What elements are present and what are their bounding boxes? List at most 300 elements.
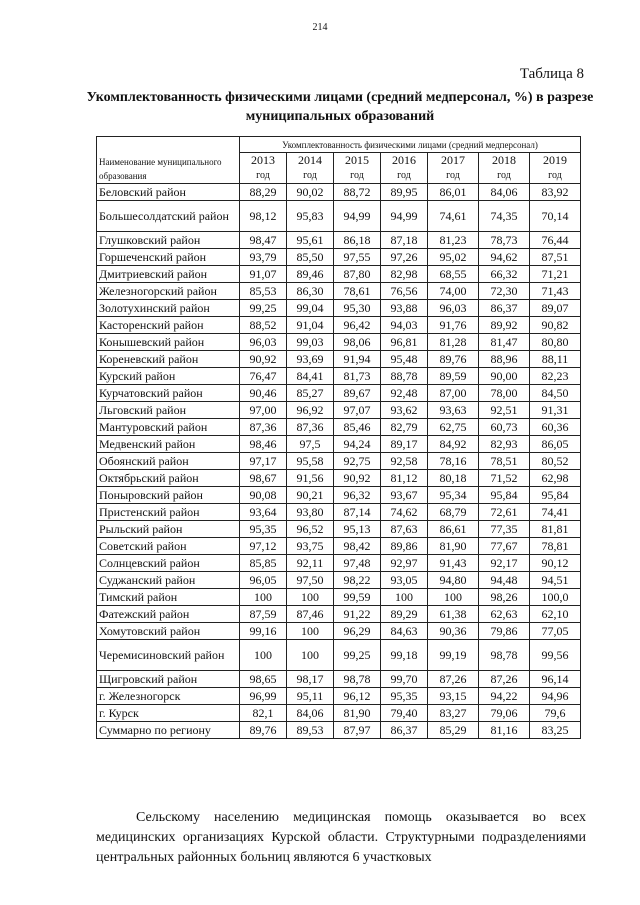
value-cell-2017: 81,23 — [428, 232, 479, 249]
value-cell-2016: 92,58 — [381, 453, 428, 470]
year-label: 2017 — [441, 153, 465, 167]
value-cell-2013: 96,03 — [240, 334, 287, 351]
table-title: Укомплектованность физическими лицами (средний медперсонал, %) в разрезе муниципальных образований — [86, 90, 594, 124]
value-cell-2018: 92,51 — [479, 402, 530, 419]
year-label: 2016 — [392, 153, 416, 167]
value-cell-2019: 94,51 — [530, 572, 581, 589]
page-number: 214 — [312, 22, 328, 33]
value-cell-2014: 100 — [287, 589, 334, 606]
table-row — [97, 453, 581, 470]
value-cell-2019: 91,31 — [530, 402, 581, 419]
value-cell-2013: 97,00 — [240, 402, 287, 419]
value-cell-2018: 84,06 — [479, 184, 530, 201]
value-cell-2015: 96,12 — [334, 688, 381, 705]
value-cell-2018: 78,00 — [479, 385, 530, 402]
municipality-name: Пристенский район — [97, 504, 240, 521]
value-cell-2014: 90,21 — [287, 487, 334, 504]
value-cell-2018: 79,06 — [479, 705, 530, 722]
value-cell-2013: 96,99 — [240, 688, 287, 705]
value-cell-2016: 93,67 — [381, 487, 428, 504]
value-cell-2014: 86,30 — [287, 283, 334, 300]
table-row — [97, 385, 581, 402]
table-row — [97, 688, 581, 705]
municipality-name: Советский район — [97, 538, 240, 555]
header-year-2013 — [240, 153, 287, 184]
value-cell-2017: 83,27 — [428, 705, 479, 722]
staffing-table — [96, 136, 581, 739]
value-cell-2014: 99,03 — [287, 334, 334, 351]
value-cell-2019: 89,07 — [530, 300, 581, 317]
value-cell-2019: 62,98 — [530, 470, 581, 487]
value-cell-2018: 94,48 — [479, 572, 530, 589]
value-cell-2013: 99,25 — [240, 300, 287, 317]
value-cell-2016: 95,48 — [381, 351, 428, 368]
value-cell-2016: 89,29 — [381, 606, 428, 623]
value-cell-2017: 84,92 — [428, 436, 479, 453]
municipality-name: г. Курск — [97, 705, 240, 722]
table-row — [97, 555, 581, 572]
value-cell-2016: 93,62 — [381, 402, 428, 419]
value-cell-2019: 86,05 — [530, 436, 581, 453]
value-cell-2015: 97,07 — [334, 402, 381, 419]
value-cell-2017: 89,76 — [428, 351, 479, 368]
value-cell-2013: 91,07 — [240, 266, 287, 283]
value-cell-2017: 100 — [428, 589, 479, 606]
value-cell-2016: 82,79 — [381, 419, 428, 436]
municipality-name: Льговский район — [97, 402, 240, 419]
value-cell-2013: 97,12 — [240, 538, 287, 555]
value-cell-2017: 95,34 — [428, 487, 479, 504]
value-cell-2014: 87,46 — [287, 606, 334, 623]
value-cell-2018: 78,51 — [479, 453, 530, 470]
value-cell-2019: 80,80 — [530, 334, 581, 351]
year-unit: год — [303, 170, 317, 181]
value-cell-2014: 93,75 — [287, 538, 334, 555]
municipality-name: Щигровский район — [97, 671, 240, 688]
value-cell-2018: 94,22 — [479, 688, 530, 705]
value-cell-2018: 77,67 — [479, 538, 530, 555]
value-cell-2014: 100 — [287, 623, 334, 640]
value-cell-2019: 99,56 — [530, 640, 581, 671]
value-cell-2019: 83,25 — [530, 722, 581, 739]
municipality-name: Курчатовский район — [97, 385, 240, 402]
municipality-name: Горшеченский район — [97, 249, 240, 266]
municipality-name: Курский район — [97, 368, 240, 385]
value-cell-2015: 88,72 — [334, 184, 381, 201]
value-cell-2014: 89,53 — [287, 722, 334, 739]
value-cell-2017: 74,61 — [428, 201, 479, 232]
value-cell-2016: 100 — [381, 589, 428, 606]
value-cell-2015: 89,67 — [334, 385, 381, 402]
value-cell-2016: 87,63 — [381, 521, 428, 538]
table-row — [97, 606, 581, 623]
value-cell-2014: 84,06 — [287, 705, 334, 722]
value-cell-2016: 92,48 — [381, 385, 428, 402]
value-cell-2015: 99,59 — [334, 589, 381, 606]
value-cell-2019: 76,44 — [530, 232, 581, 249]
value-cell-2019: 62,10 — [530, 606, 581, 623]
value-cell-2015: 91,94 — [334, 351, 381, 368]
value-cell-2018: 98,26 — [479, 589, 530, 606]
value-cell-2013: 88,29 — [240, 184, 287, 201]
municipality-name: Поныровский район — [97, 487, 240, 504]
value-cell-2015: 92,75 — [334, 453, 381, 470]
value-cell-2013: 85,53 — [240, 283, 287, 300]
value-cell-2019: 79,6 — [530, 705, 581, 722]
value-cell-2015: 90,92 — [334, 470, 381, 487]
value-cell-2015: 94,24 — [334, 436, 381, 453]
value-cell-2014: 96,52 — [287, 521, 334, 538]
value-cell-2018: 87,26 — [479, 671, 530, 688]
value-cell-2013: 87,59 — [240, 606, 287, 623]
year-label: 2018 — [492, 153, 516, 167]
value-cell-2013: 88,52 — [240, 317, 287, 334]
table-body — [97, 184, 581, 739]
value-cell-2015: 98,78 — [334, 671, 381, 688]
value-cell-2017: 78,16 — [428, 453, 479, 470]
value-cell-2016: 97,26 — [381, 249, 428, 266]
value-cell-2014: 97,50 — [287, 572, 334, 589]
value-cell-2018: 71,52 — [479, 470, 530, 487]
header-year-2016 — [381, 153, 428, 184]
value-cell-2016: 89,17 — [381, 436, 428, 453]
value-cell-2017: 74,00 — [428, 283, 479, 300]
municipality-name: Рыльский район — [97, 521, 240, 538]
table-row — [97, 351, 581, 368]
table-label: Таблица 8 — [519, 66, 584, 82]
value-cell-2013: 96,05 — [240, 572, 287, 589]
value-cell-2019: 94,96 — [530, 688, 581, 705]
year-label: 2014 — [298, 153, 322, 167]
value-cell-2018: 94,62 — [479, 249, 530, 266]
value-cell-2016: 84,63 — [381, 623, 428, 640]
value-cell-2018: 74,35 — [479, 201, 530, 232]
year-unit: год — [350, 170, 364, 181]
value-cell-2013: 97,17 — [240, 453, 287, 470]
value-cell-2016: 99,70 — [381, 671, 428, 688]
value-cell-2013: 98,67 — [240, 470, 287, 487]
value-cell-2017: 61,38 — [428, 606, 479, 623]
header-year-2019 — [530, 153, 581, 184]
value-cell-2017: 93,63 — [428, 402, 479, 419]
municipality-name: Мантуровский район — [97, 419, 240, 436]
value-cell-2019: 90,12 — [530, 555, 581, 572]
value-cell-2014: 87,36 — [287, 419, 334, 436]
value-cell-2019: 95,84 — [530, 487, 581, 504]
value-cell-2017: 94,80 — [428, 572, 479, 589]
value-cell-2018: 62,63 — [479, 606, 530, 623]
value-cell-2017: 80,18 — [428, 470, 479, 487]
value-cell-2013: 100 — [240, 589, 287, 606]
table-row — [97, 521, 581, 538]
municipality-name: Беловский район — [97, 184, 240, 201]
table-row — [97, 201, 581, 232]
value-cell-2014: 93,80 — [287, 504, 334, 521]
value-cell-2016: 88,78 — [381, 368, 428, 385]
value-cell-2017: 89,59 — [428, 368, 479, 385]
header-row-group — [97, 137, 581, 153]
table-row — [97, 671, 581, 688]
value-cell-2019: 90,82 — [530, 317, 581, 334]
value-cell-2014: 97,5 — [287, 436, 334, 453]
value-cell-2014: 91,04 — [287, 317, 334, 334]
value-cell-2018: 78,73 — [479, 232, 530, 249]
value-cell-2015: 85,46 — [334, 419, 381, 436]
header-name-column: Наименование муниципального образования — [97, 137, 240, 184]
value-cell-2018: 81,16 — [479, 722, 530, 739]
value-cell-2014: 93,69 — [287, 351, 334, 368]
value-cell-2017: 86,01 — [428, 184, 479, 201]
municipality-name: г. Железногорск — [97, 688, 240, 705]
table-row — [97, 300, 581, 317]
municipality-name: Октябрьский район — [97, 470, 240, 487]
value-cell-2016: 96,81 — [381, 334, 428, 351]
value-cell-2015: 96,29 — [334, 623, 381, 640]
value-cell-2016: 81,12 — [381, 470, 428, 487]
value-cell-2018: 95,84 — [479, 487, 530, 504]
value-cell-2018: 79,86 — [479, 623, 530, 640]
municipality-name: Черемисиновский район — [97, 640, 240, 671]
value-cell-2013: 82,1 — [240, 705, 287, 722]
table-row — [97, 232, 581, 249]
year-label: 2013 — [251, 153, 275, 167]
value-cell-2013: 98,12 — [240, 201, 287, 232]
value-cell-2016: 79,40 — [381, 705, 428, 722]
value-cell-2015: 98,22 — [334, 572, 381, 589]
year-label: 2019 — [543, 153, 567, 167]
value-cell-2017: 68,79 — [428, 504, 479, 521]
municipality-name: Солнцевский район — [97, 555, 240, 572]
value-cell-2017: 96,03 — [428, 300, 479, 317]
municipality-name: Суммарно по региону — [97, 722, 240, 739]
value-cell-2019: 88,11 — [530, 351, 581, 368]
value-cell-2014: 85,27 — [287, 385, 334, 402]
table-row — [97, 419, 581, 436]
value-cell-2014: 89,46 — [287, 266, 334, 283]
table-row — [97, 402, 581, 419]
municipality-name: Фатежский район — [97, 606, 240, 623]
value-cell-2016: 94,03 — [381, 317, 428, 334]
value-cell-2016: 74,62 — [381, 504, 428, 521]
value-cell-2017: 68,55 — [428, 266, 479, 283]
value-cell-2018: 66,32 — [479, 266, 530, 283]
table-row — [97, 249, 581, 266]
value-cell-2013: 95,35 — [240, 521, 287, 538]
value-cell-2019: 82,23 — [530, 368, 581, 385]
value-cell-2013: 90,08 — [240, 487, 287, 504]
value-cell-2014: 99,04 — [287, 300, 334, 317]
value-cell-2015: 86,18 — [334, 232, 381, 249]
value-cell-2015: 81,90 — [334, 705, 381, 722]
value-cell-2014: 85,50 — [287, 249, 334, 266]
table-row — [97, 623, 581, 640]
value-cell-2013: 98,47 — [240, 232, 287, 249]
value-cell-2019: 74,41 — [530, 504, 581, 521]
header-year-2018 — [479, 153, 530, 184]
value-cell-2015: 98,42 — [334, 538, 381, 555]
year-label: 2015 — [345, 153, 369, 167]
table-row — [97, 722, 581, 739]
value-cell-2013: 87,36 — [240, 419, 287, 436]
value-cell-2019: 84,50 — [530, 385, 581, 402]
value-cell-2018: 60,73 — [479, 419, 530, 436]
table-row — [97, 266, 581, 283]
value-cell-2014: 84,41 — [287, 368, 334, 385]
value-cell-2018: 81,47 — [479, 334, 530, 351]
value-cell-2017: 62,75 — [428, 419, 479, 436]
header-group: Укомплектованность физическими лицами (средний медперсонал) — [240, 137, 581, 153]
value-cell-2015: 97,55 — [334, 249, 381, 266]
value-cell-2014: 91,56 — [287, 470, 334, 487]
value-cell-2018: 72,30 — [479, 283, 530, 300]
value-cell-2016: 92,97 — [381, 555, 428, 572]
value-cell-2015: 95,30 — [334, 300, 381, 317]
municipality-name: Тимский район — [97, 589, 240, 606]
table-row — [97, 184, 581, 201]
value-cell-2015: 96,32 — [334, 487, 381, 504]
value-cell-2014: 98,17 — [287, 671, 334, 688]
value-cell-2017: 95,02 — [428, 249, 479, 266]
value-cell-2017: 81,28 — [428, 334, 479, 351]
table-row — [97, 487, 581, 504]
value-cell-2018: 92,17 — [479, 555, 530, 572]
value-cell-2016: 93,05 — [381, 572, 428, 589]
municipality-name: Дмитриевский район — [97, 266, 240, 283]
value-cell-2019: 60,36 — [530, 419, 581, 436]
value-cell-2018: 77,35 — [479, 521, 530, 538]
value-cell-2017: 93,15 — [428, 688, 479, 705]
value-cell-2017: 90,36 — [428, 623, 479, 640]
value-cell-2019: 71,21 — [530, 266, 581, 283]
header-year-2015 — [334, 153, 381, 184]
value-cell-2014: 100 — [287, 640, 334, 671]
value-cell-2015: 95,13 — [334, 521, 381, 538]
value-cell-2019: 70,14 — [530, 201, 581, 232]
value-cell-2018: 90,00 — [479, 368, 530, 385]
value-cell-2019: 100,0 — [530, 589, 581, 606]
value-cell-2015: 91,22 — [334, 606, 381, 623]
value-cell-2013: 98,46 — [240, 436, 287, 453]
value-cell-2016: 87,18 — [381, 232, 428, 249]
value-cell-2015: 96,42 — [334, 317, 381, 334]
value-cell-2015: 87,80 — [334, 266, 381, 283]
value-cell-2018: 86,37 — [479, 300, 530, 317]
value-cell-2013: 100 — [240, 640, 287, 671]
value-cell-2018: 82,93 — [479, 436, 530, 453]
table-header — [97, 137, 581, 184]
value-cell-2015: 81,73 — [334, 368, 381, 385]
table-row — [97, 470, 581, 487]
value-cell-2014: 96,92 — [287, 402, 334, 419]
value-cell-2017: 81,90 — [428, 538, 479, 555]
value-cell-2019: 83,92 — [530, 184, 581, 201]
value-cell-2016: 82,98 — [381, 266, 428, 283]
value-cell-2015: 99,25 — [334, 640, 381, 671]
value-cell-2018: 72,61 — [479, 504, 530, 521]
table-row — [97, 368, 581, 385]
year-unit: год — [256, 170, 270, 181]
value-cell-2013: 90,92 — [240, 351, 287, 368]
year-unit: год — [446, 170, 460, 181]
value-cell-2019: 78,81 — [530, 538, 581, 555]
value-cell-2019: 80,52 — [530, 453, 581, 470]
value-cell-2016: 89,95 — [381, 184, 428, 201]
value-cell-2016: 99,18 — [381, 640, 428, 671]
value-cell-2018: 98,78 — [479, 640, 530, 671]
table-row — [97, 572, 581, 589]
value-cell-2013: 85,85 — [240, 555, 287, 572]
value-cell-2013: 93,79 — [240, 249, 287, 266]
table-row — [97, 334, 581, 351]
value-cell-2017: 85,29 — [428, 722, 479, 739]
table-row — [97, 283, 581, 300]
value-cell-2017: 87,00 — [428, 385, 479, 402]
value-cell-2019: 71,43 — [530, 283, 581, 300]
body-paragraph: Сельскому населению медицинская помощь оказывается во всех медицинских организациях Курской области. Структурными подразделениями центральных районных больниц являются 6 участковых — [96, 810, 586, 865]
value-cell-2016: 86,37 — [381, 722, 428, 739]
value-cell-2019: 81,81 — [530, 521, 581, 538]
municipality-name: Золотухинский район — [97, 300, 240, 317]
value-cell-2018: 89,92 — [479, 317, 530, 334]
value-cell-2017: 86,61 — [428, 521, 479, 538]
table-row — [97, 640, 581, 671]
value-cell-2013: 99,16 — [240, 623, 287, 640]
value-cell-2014: 95,11 — [287, 688, 334, 705]
municipality-name: Медвенский район — [97, 436, 240, 453]
value-cell-2014: 90,02 — [287, 184, 334, 201]
year-unit: год — [548, 170, 562, 181]
value-cell-2019: 87,51 — [530, 249, 581, 266]
value-cell-2013: 93,64 — [240, 504, 287, 521]
table-row — [97, 538, 581, 555]
municipality-name: Железногорский район — [97, 283, 240, 300]
value-cell-2015: 97,48 — [334, 555, 381, 572]
value-cell-2017: 91,43 — [428, 555, 479, 572]
value-cell-2013: 98,65 — [240, 671, 287, 688]
table-row — [97, 436, 581, 453]
year-unit: год — [397, 170, 411, 181]
value-cell-2014: 92,11 — [287, 555, 334, 572]
value-cell-2015: 87,14 — [334, 504, 381, 521]
value-cell-2014: 95,83 — [287, 201, 334, 232]
table-row — [97, 589, 581, 606]
municipality-name: Глушковский район — [97, 232, 240, 249]
value-cell-2017: 99,19 — [428, 640, 479, 671]
value-cell-2016: 93,88 — [381, 300, 428, 317]
header-year-2014 — [287, 153, 334, 184]
municipality-name: Конышевский район — [97, 334, 240, 351]
value-cell-2016: 94,99 — [381, 201, 428, 232]
value-cell-2013: 90,46 — [240, 385, 287, 402]
value-cell-2015: 78,61 — [334, 283, 381, 300]
municipality-name: Большесолдатский район — [97, 201, 240, 232]
year-unit: год — [497, 170, 511, 181]
table-row — [97, 705, 581, 722]
value-cell-2013: 76,47 — [240, 368, 287, 385]
value-cell-2015: 98,06 — [334, 334, 381, 351]
value-cell-2015: 87,97 — [334, 722, 381, 739]
value-cell-2014: 95,61 — [287, 232, 334, 249]
header-year-2017 — [428, 153, 479, 184]
value-cell-2017: 87,26 — [428, 671, 479, 688]
value-cell-2015: 94,99 — [334, 201, 381, 232]
value-cell-2017: 91,76 — [428, 317, 479, 334]
municipality-name: Суджанский район — [97, 572, 240, 589]
value-cell-2016: 95,35 — [381, 688, 428, 705]
municipality-name: Хомутовский район — [97, 623, 240, 640]
table-row — [97, 317, 581, 334]
value-cell-2019: 96,14 — [530, 671, 581, 688]
